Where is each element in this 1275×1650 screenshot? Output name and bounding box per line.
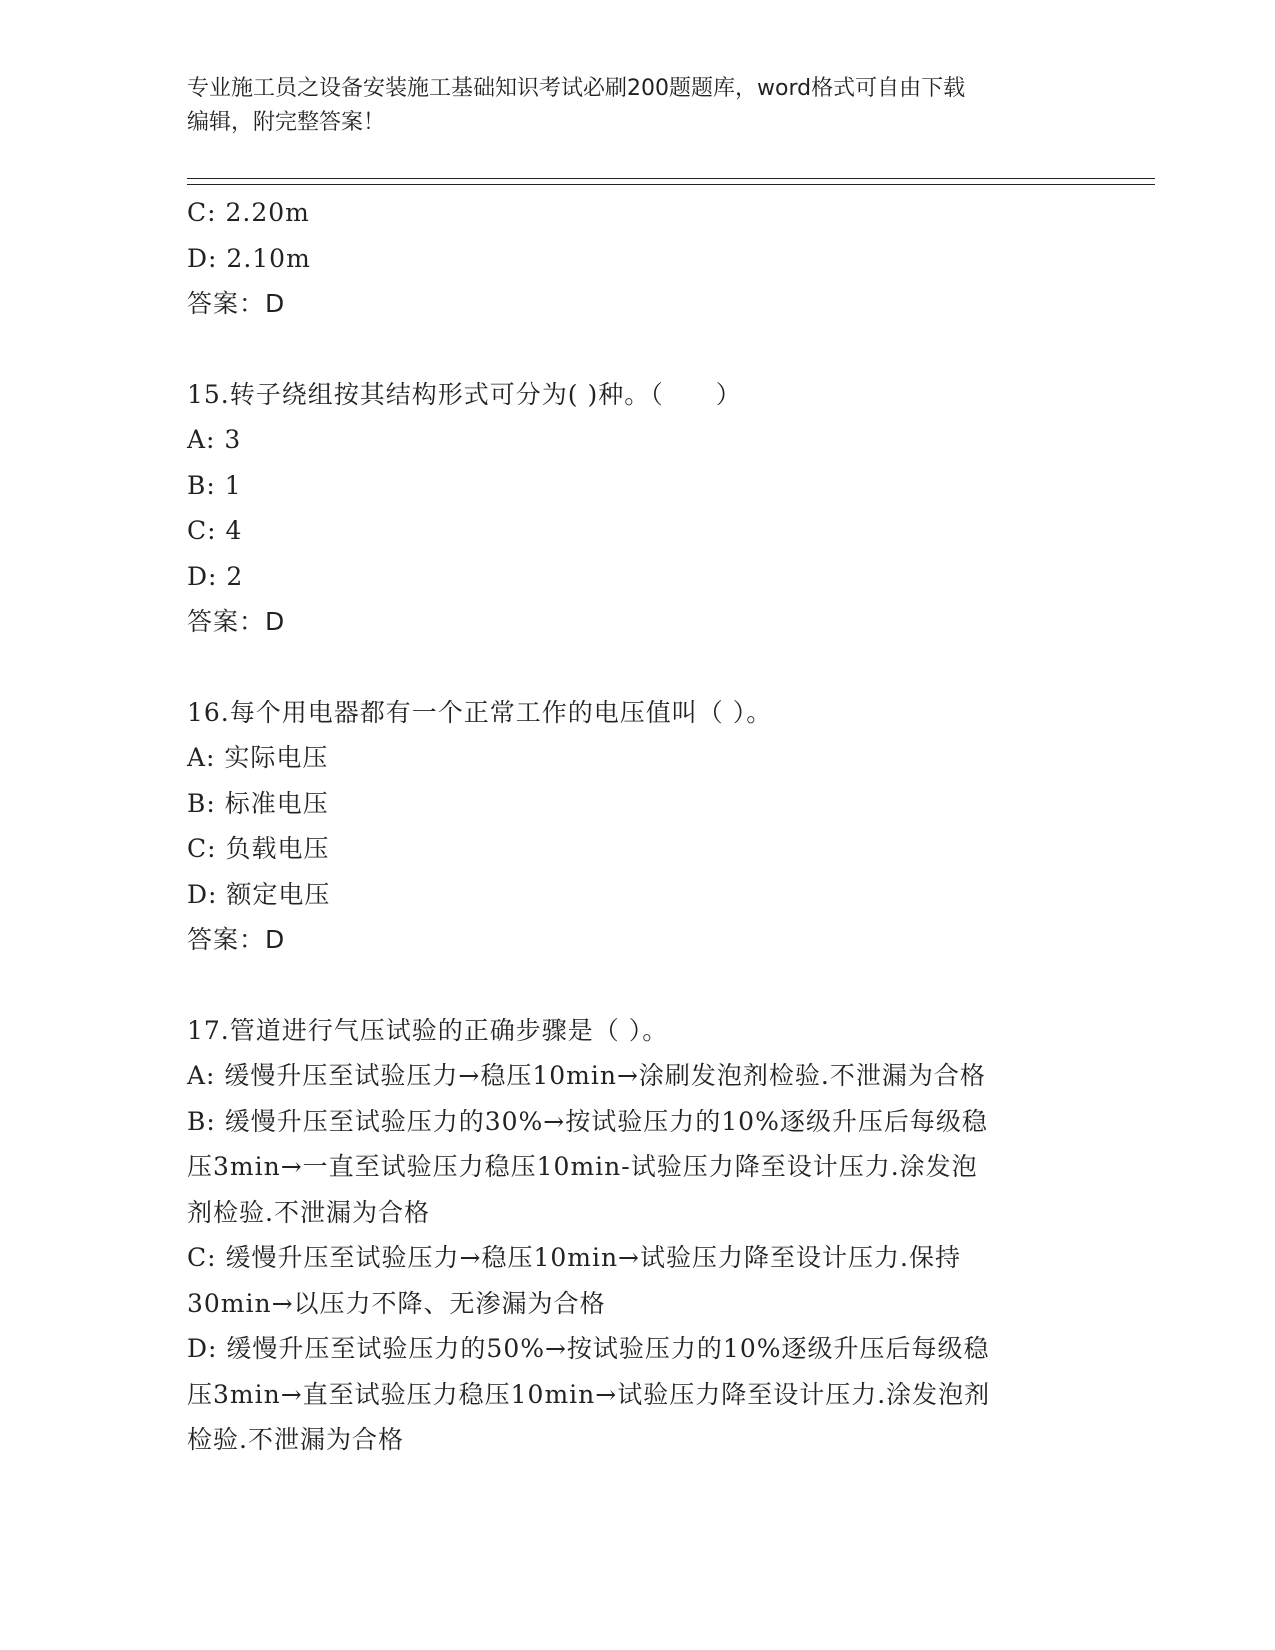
answer-line: 答案：D	[187, 607, 286, 636]
option-d: D: 额定电压	[187, 879, 331, 909]
question-17	[187, 1008, 1087, 1463]
question-15	[187, 372, 1087, 645]
option-d: D: 2.10m	[187, 243, 311, 273]
header-line-1: 专业施工员之设备安装施工基础知识考试必刷200题题库，word格式可自由下载	[187, 76, 966, 101]
spacer	[187, 963, 1087, 1008]
option-b: B: 标准电压	[187, 788, 329, 818]
option-a: A: 实际电压	[187, 743, 329, 772]
option-c: C: 负载电压	[187, 834, 330, 863]
option-d: D: 2	[187, 561, 244, 591]
option-d-line-3: 检验.不泄漏为合格	[187, 1425, 404, 1454]
question-16	[187, 690, 1087, 963]
question-14-tail	[187, 190, 1087, 327]
answer-line: 答案：D	[187, 289, 286, 318]
answer-line: 答案：D	[187, 925, 286, 954]
option-d-line-1: D: 缓慢升压至试验压力的50%→按试验压力的10%逐级升压后每级稳	[187, 1334, 990, 1363]
option-b: B: 1	[187, 470, 242, 500]
header-divider-top	[187, 178, 1155, 179]
spacer	[187, 327, 1087, 372]
option-b-line-3: 剂检验.不泄漏为合格	[187, 1197, 430, 1227]
option-c-line-2: 30min→以压力不降、无渗漏为合格	[187, 1288, 606, 1318]
question-text: 16.每个用电器都有一个正常工作的电压值叫（ ）。	[187, 697, 773, 727]
question-text: 15.转子绕组按其结构形式可分为( )种。（ ）	[187, 379, 742, 409]
option-c-line-1: C: 缓慢升压至试验压力→稳压10min→试验压力降至设计压力.保持	[187, 1243, 961, 1272]
option-c: C: 4	[187, 516, 243, 545]
document-header	[187, 72, 1067, 140]
option-c: C: 2.20m	[187, 198, 310, 227]
header-divider-bottom	[187, 184, 1155, 185]
header-line-2: 编辑，附完整答案！	[187, 110, 386, 135]
option-a: A: 3	[187, 425, 242, 454]
document-body	[187, 190, 1087, 1463]
option-a: A: 缓慢升压至试验压力→稳压10min→涂刷发泡剂检验.不泄漏为合格	[187, 1061, 986, 1090]
spacer	[187, 645, 1087, 690]
option-b-line-1: B: 缓慢升压至试验压力的30%→按试验压力的10%逐级升压后每级稳	[187, 1106, 988, 1136]
option-b-line-2: 压3min→一直至试验压力稳压10min-试验压力降至设计压力.涂发泡	[187, 1152, 978, 1181]
question-text: 17.管道进行气压试验的正确步骤是（ ）。	[187, 1015, 669, 1045]
option-d-line-2: 压3min→直至试验压力稳压10min→试验压力降至设计压力.涂发泡剂	[187, 1379, 991, 1409]
